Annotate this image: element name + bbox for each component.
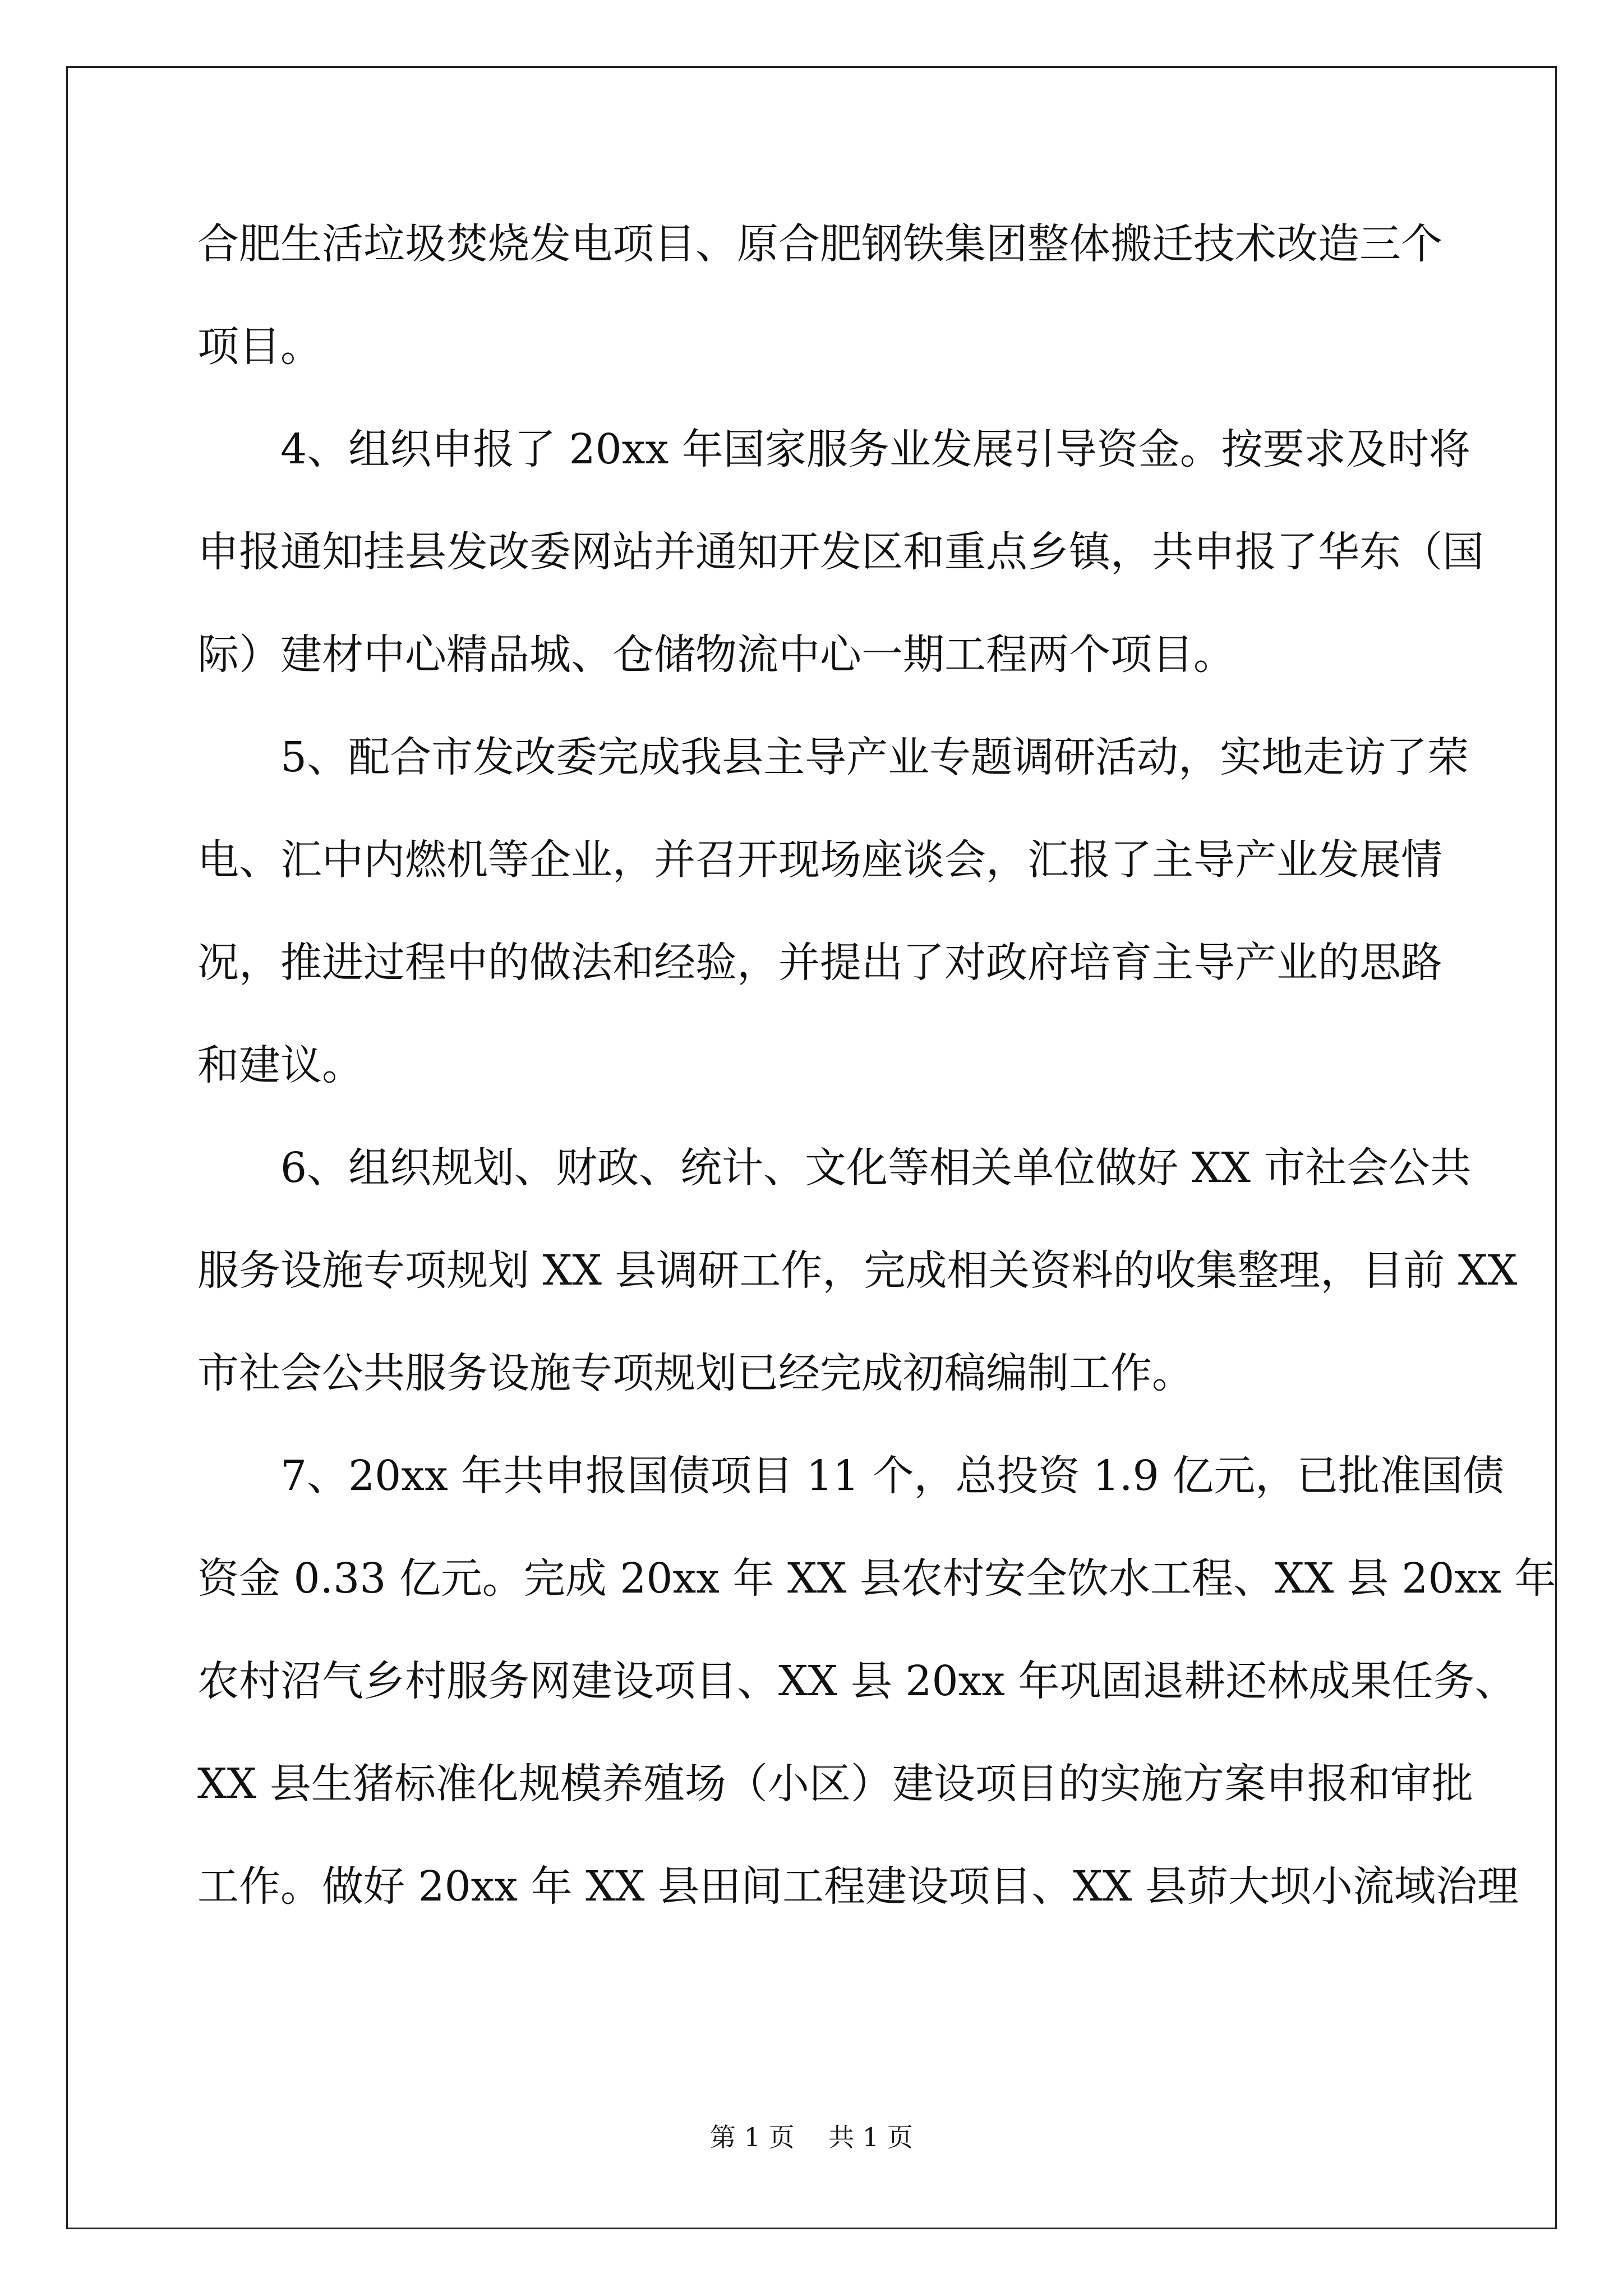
paragraph-start-line: 6、组织规划、财政、统计、文化等相关单位做好 XX 市社会公共 (280, 1144, 1472, 1192)
text-line: 际）建材中心精品城、仓储物流中心一期工程两个项目。 (197, 631, 1235, 679)
text-line: 市社会公共服务设施专项规划已经完成初稿编制工作。 (197, 1349, 1193, 1397)
text-line: 服务设施专项规划 XX 县调研工作，完成相关资料的收集整理，目前 XX (197, 1246, 1518, 1295)
text-line: 和建议。 (197, 1041, 363, 1089)
text-line: 资金 0.33 亿元。完成 20xx 年 XX 县农村安全饮水工程、XX 县 20xx 年 (197, 1554, 1556, 1603)
text-line: 项目。 (197, 323, 322, 371)
text-line: 电、汇中内燃机等企业，并召开现场座谈会，汇报了主导产业发展情 (197, 836, 1442, 884)
paragraph-start-line: 4、组织申报了 20xx 年国家服务业发展引导资金。按要求及时将 (280, 425, 1470, 473)
text-line: 合肥生活垃圾焚烧发电项目、原合肥钢铁集团整体搬迁技术改造三个 (197, 220, 1442, 268)
text-line: 工作。做好 20xx 年 XX 县田间工程建设项目、XX 县茆大坝小流域治理 (197, 1862, 1519, 1911)
paragraph-start-line: 5、配合市发改委完成我县主导产业专题调研活动，实地走访了荣 (280, 733, 1469, 781)
text-line: 农村沼气乡村服务网建设项目、XX 县 20xx 年巩固退耕还林成果任务、 (197, 1657, 1516, 1705)
text-line: 况，推进过程中的做法和经验，并提出了对政府培育主导产业的思路 (197, 938, 1442, 987)
text-line: 申报通知挂县发改委网站并通知开发区和重点乡镇，共申报了华东（国 (197, 528, 1484, 576)
text-line: XX 县生猪标准化规模养殖场（小区）建设项目的实施方案申报和审批 (197, 1760, 1473, 1808)
paragraph-start-line: 7、20xx 年共申报国债项目 11 个，总投资 1.9 亿元，已批准国债 (280, 1452, 1505, 1500)
page-number-footer: 第 1 页 共 1 页 (710, 2122, 913, 2152)
